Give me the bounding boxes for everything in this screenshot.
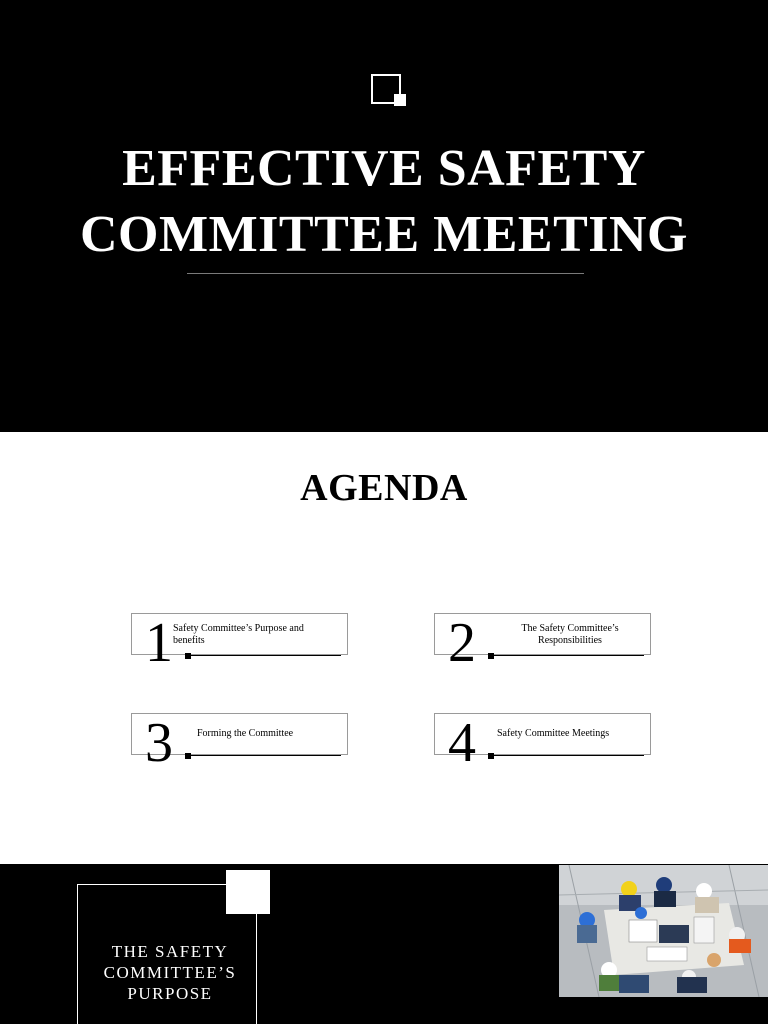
bullet-square-icon [488,753,494,759]
agenda-item-underline [191,755,341,756]
agenda-item-number: 3 [145,712,173,774]
agenda-slide [0,432,768,864]
title-line-2: COMMITTEE MEETING [80,206,688,263]
purpose-heading-line-3: PURPOSE [127,984,213,1003]
purpose-heading [80,941,260,1004]
team-meeting-photo [559,865,768,997]
title-divider [187,273,584,274]
bullet-square-icon [488,653,494,659]
bullet-square-icon [185,753,191,759]
agenda-item-text: The Safety Committee’s Responsibilities [521,623,619,646]
purpose-slide [0,864,768,1024]
agenda-item-number: 2 [448,612,476,674]
filled-square-icon [394,94,406,106]
agenda-item-1 [131,612,348,674]
agenda-item-4 [434,712,651,774]
agenda-item-3 [131,712,348,774]
purpose-heading-line-2: COMMITTEE’S [103,963,237,982]
agenda-title: AGENDA [300,467,468,509]
agenda-item-underline [191,655,341,656]
agenda-item-text: Safety Committee Meetings [497,728,610,739]
title-line-1: EFFECTIVE SAFETY [122,140,646,197]
bullet-square-icon [185,653,191,659]
purpose-heading-line-1: THE SAFETY [111,942,229,961]
agenda-item-text: Safety Committee’s Purpose and benefits [173,623,304,646]
agenda-item-number: 4 [448,712,476,774]
agenda-item-underline [494,655,644,656]
agenda-item-text: Forming the Committee [197,728,294,739]
agenda-item-2 [434,612,651,674]
agenda-item-underline [494,755,644,756]
presentation-title [0,136,768,268]
agenda-item-number: 1 [145,612,173,674]
title-slide [0,0,768,432]
filled-square-icon [226,870,270,914]
